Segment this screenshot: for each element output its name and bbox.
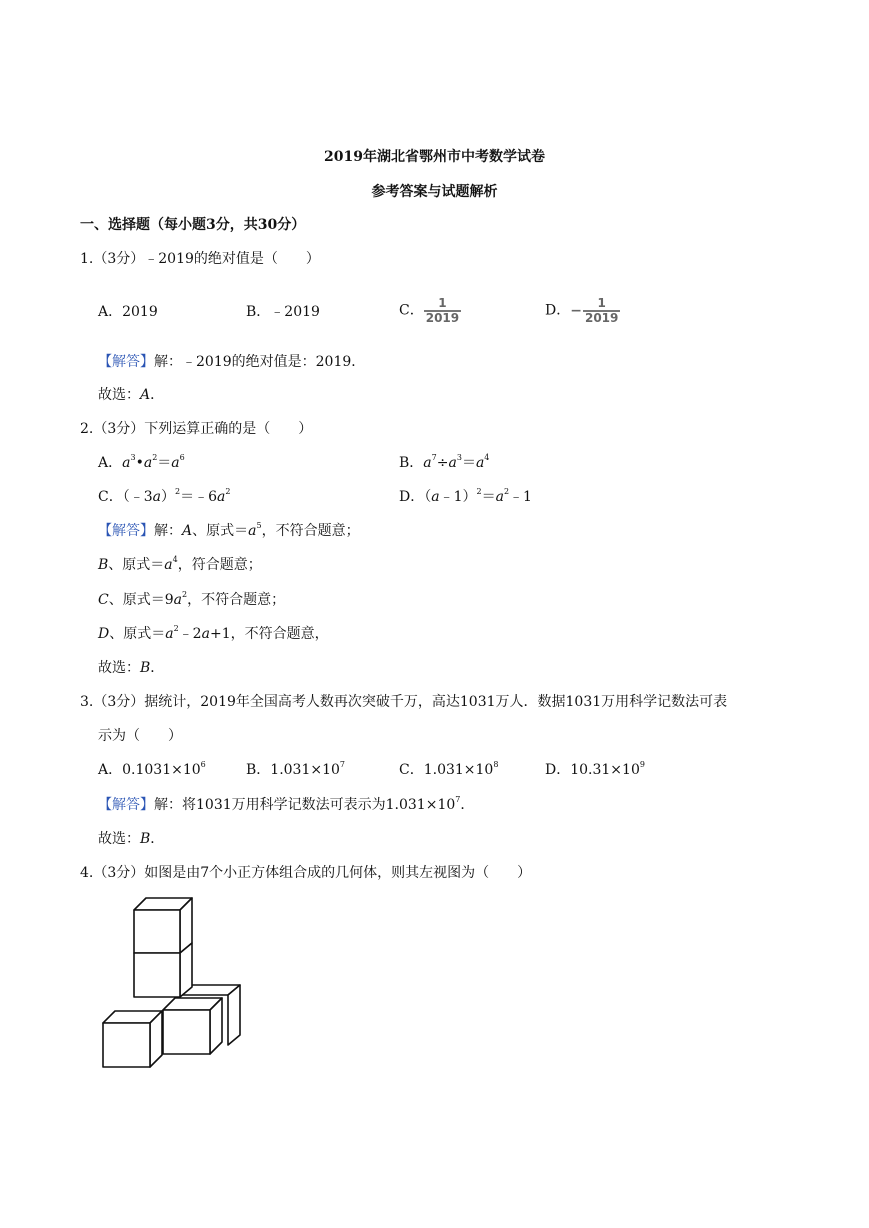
q3-option-c	[399, 760, 499, 778]
q3-answer-tag: 【解答】	[98, 797, 154, 813]
q2-answer-line-b: B、原式$=a^4$，符合题意；	[98, 555, 262, 573]
q1-answer	[98, 355, 365, 369]
q1-option-c-fraction	[424, 297, 461, 324]
cube-figure	[95, 890, 255, 1075]
q1-option-c-label: C．	[399, 302, 424, 319]
q2-answer-tag: 【解答】	[98, 523, 154, 539]
q3-choice-suffix: ．	[150, 831, 165, 847]
q4-stem: 4.（3分）如图是由7个小正方体组合成的几何体，则其左视图为（ ）	[80, 865, 532, 881]
q3-answer-exponent: 7	[455, 795, 461, 804]
q3-option-d-exponent: 9	[639, 760, 645, 769]
q1-option-d	[545, 297, 620, 324]
q2-option-d: D．$(a﹣1)^2=a^2﹣1$	[399, 487, 532, 505]
cube-back-side-face	[228, 985, 240, 1045]
q1-option-d-minus: −	[570, 302, 582, 319]
q1-choice-suffix: ．	[150, 387, 165, 403]
q2-choice-letter: B	[140, 660, 151, 676]
q3-option-d-text: D．10.31×10	[545, 762, 640, 778]
section-heading: 一、选择题（每小题3分，共30分）	[80, 217, 306, 233]
q3-stem-line2: 示为（ ）	[98, 728, 182, 744]
q2-option-a: A．$a^3•a^2=a^6$	[98, 453, 185, 471]
q2-choice-prefix: 故选：	[98, 660, 140, 676]
q3-option-b-exponent: 7	[339, 760, 346, 769]
q3-option-a	[98, 760, 206, 778]
cube-upper-front-face	[134, 910, 180, 953]
q2-choice-suffix: ．	[150, 660, 165, 676]
q3-choice	[98, 832, 164, 846]
q1-choice	[98, 388, 164, 402]
q2-stem: 2.（3分）下列运算正确的是（ ）	[80, 421, 313, 437]
q1-option-d-denominator: 2019	[584, 310, 619, 325]
q1-choice-prefix: 故选：	[98, 387, 140, 403]
q3-option-a-exponent: 6	[200, 760, 206, 769]
q2-choice	[98, 661, 164, 675]
q1-option-c-numerator: 1	[424, 297, 461, 312]
q3-answer-text: 解：将1031万用科学记数法可表示为1.031×10	[154, 797, 456, 813]
q3-choice-prefix: 故选：	[98, 831, 140, 847]
q1-option-d-numerator: 1	[583, 297, 620, 312]
q1-choice-letter: A	[140, 387, 151, 403]
q2-answer-line-c: C、原式$=9a^2$，不符合题意；	[98, 590, 286, 608]
q1-option-b: B．﹣2019	[246, 304, 320, 320]
q3-stem-line1: 3.（3分）据统计，2019年全国高考人数再次突破千万，高达1031万人．数据1031万用科学记数法可表	[80, 694, 728, 710]
q3-option-b-text: B．1.031×10	[246, 762, 340, 778]
q1-option-d-label: D．	[545, 302, 571, 319]
q2-option-c: C．$(﹣3a)^2=﹣6a^2$	[98, 487, 231, 505]
q1-option-d-fraction	[583, 297, 620, 324]
q2-answer-line-a: 【解答】解：A、原式$=a^5$，不符合题意；	[98, 521, 360, 539]
q2-option-b: B．$a^7\div a^3=a^4$	[399, 453, 490, 471]
cube-middle-front-face	[134, 953, 180, 997]
q3-option-d	[545, 760, 645, 778]
q2-answer-line-d: D、原式$=a^2﹣2a+1$，不符合题意，	[98, 624, 329, 642]
q3-answer-end: ．	[460, 797, 475, 813]
q3-option-c-text: C．1.031×10	[399, 762, 494, 778]
q3-option-b	[246, 760, 346, 778]
document-title: 2019年湖北省鄂州市中考数学试卷	[324, 149, 545, 165]
q1-option-c-denominator: 2019	[425, 310, 460, 325]
document-subtitle: 参考答案与试题解析	[371, 184, 498, 200]
q1-answer-text: 解：﹣2019的绝对值是：2019．	[154, 354, 366, 370]
q3-option-a-text: A．0.1031×10	[98, 762, 201, 778]
q1-stem: 1.（3分）﹣2019的绝对值是（ ）	[80, 251, 320, 267]
q3-answer	[98, 795, 475, 813]
q3-option-c-exponent: 8	[493, 760, 499, 769]
q1-option-a: A．2019	[98, 304, 158, 320]
q3-choice-letter: B	[140, 831, 151, 847]
cube-left-front-face	[103, 1023, 150, 1067]
q1-answer-tag: 【解答】	[98, 354, 154, 370]
q1-option-c	[399, 297, 461, 324]
cube-right-front-face	[163, 1010, 210, 1054]
cube-middle-side-face	[180, 943, 192, 997]
